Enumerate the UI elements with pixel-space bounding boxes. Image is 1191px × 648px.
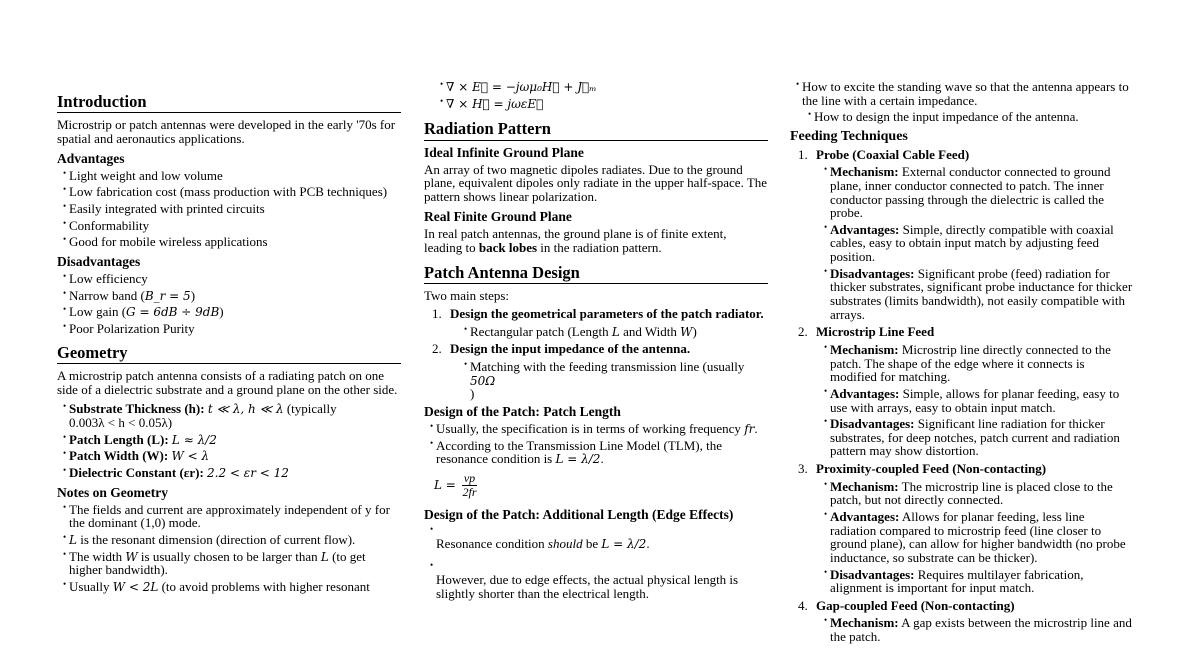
design-step (432, 342, 768, 401)
note-text: (to get higher bandwidth). (69, 548, 366, 578)
real-text-b: in the radiation pattern. (540, 239, 662, 255)
technique-title: Proximity-coupled Feed (Non-contacting) (816, 461, 1047, 477)
list-item (63, 305, 401, 319)
design-steps (424, 307, 768, 401)
narrow-band-text: Narrow band ( (69, 287, 145, 303)
equation-lhs: L = (434, 477, 456, 492)
list-item (430, 422, 768, 436)
list-item (63, 402, 401, 429)
narrow-band-end: ) (190, 287, 196, 303)
list-item (824, 568, 1134, 595)
sub-math: 50Ω (470, 373, 496, 388)
equation-curl-h: ∇ × H⃗ = jωεE⃗ (446, 96, 544, 111)
technique-title: Microstrip Line Feed (816, 324, 935, 340)
sub-math: L (611, 324, 620, 339)
design-step (432, 307, 768, 338)
step-sub-list (432, 360, 768, 401)
technique-title: Probe (Coaxial Cable Feed) (816, 146, 970, 162)
detail-value: Significant probe (feed) radiation for thicker substrates, significant probe inductance for thicker substrates (limits bandwidth), not easily compatible with arrays. (830, 265, 1133, 322)
list-item (63, 533, 401, 547)
real-text-a: In real patch antennas, the ground plane is of finite extent, leading to (424, 225, 727, 255)
column-2 (424, 80, 768, 606)
technique-number: 1. (798, 146, 808, 162)
substrate-rest: (typically (286, 401, 337, 417)
note-text: Usually (69, 578, 110, 594)
substrate-math: t ≪ λ, h ≪ λ (207, 402, 284, 417)
design-intro: Two main steps: (424, 288, 510, 304)
list-item (63, 550, 401, 577)
column-3 (790, 80, 1134, 648)
detail-value: Microstrip line directly connected to the patch. The shape of the edge where it connects is modified for matching. (830, 341, 1111, 385)
detail-key: Advantages: (830, 508, 900, 524)
list-item (63, 580, 401, 594)
edge-list (424, 525, 768, 600)
sub-text: Rectangular patch (Length (470, 323, 609, 339)
real-heading: Real Finite Ground Plane (424, 208, 572, 224)
list-item: • The fields and current are approximately independent of y for the dominant (1,0) mode. (63, 503, 401, 530)
detail-key: Disadvantages: (830, 416, 915, 432)
technique-details (798, 343, 1134, 458)
geometry-text: A microstrip patch antenna consists of a radiating patch on one side of a dielectric substrate and a ground plane on the other side. (57, 368, 398, 397)
geometry-heading: Geometry (57, 344, 401, 364)
note-math: L (320, 549, 329, 564)
detail-value: Requires multilayer fabrication, alignment is important for input match. (830, 566, 1084, 596)
sub-math: W (680, 324, 693, 339)
column-1 (57, 80, 401, 600)
real-text (424, 227, 768, 254)
technique-number: 2. (798, 324, 808, 340)
technique-number: 4. (798, 597, 808, 613)
fraction-denominator: 2fr (462, 484, 477, 499)
length-equation (434, 472, 768, 498)
detail-value: Significant line radiation for thicker substrates, for deep notches, patch current and radiation pattern may show distortion. (830, 416, 1120, 459)
geometry-list (57, 402, 401, 479)
equation-curl-e: ∇ × E⃗ = −jωμ₀H⃗ + J⃗ₘ (446, 80, 597, 94)
step-title: Design the input impedance of the antenna. (450, 341, 691, 357)
detail-key: Mechanism: (830, 615, 899, 631)
ideal-text: An array of two magnetic dipoles radiates. Due to the ground plane, equivalent dipoles only radiate in the upper half-space. The pattern shows linear polarization. (424, 161, 768, 205)
detail-value: External conductor connected to ground plane, inner conductor connected to patch. The inner conductor passing through the dielectric is called the probe. (830, 164, 1111, 221)
list-item (430, 525, 768, 551)
list-item (63, 433, 401, 447)
length-text: . (754, 421, 758, 437)
design-heading: Patch Antenna Design (424, 264, 768, 284)
step-number: 2. (432, 341, 442, 357)
edge-text: . (646, 536, 650, 552)
sub-text: ) (692, 323, 697, 339)
list-item (824, 343, 1134, 384)
technique-title: Gap-coupled Feed (Non-contacting) (816, 597, 1015, 613)
list-item (464, 360, 768, 401)
list-item (824, 417, 1134, 458)
technique-number: 3. (798, 461, 808, 477)
detail-key: Advantages: (830, 221, 900, 237)
back-lobes: back lobes (478, 239, 538, 255)
feeding-heading: Feeding Techniques (790, 128, 908, 144)
list-item (824, 267, 1134, 322)
technique-details (798, 480, 1134, 595)
fraction (462, 472, 477, 498)
note-text: is the resonant dimension (direction of current flow). (80, 531, 356, 547)
list-item (824, 480, 1134, 507)
detail-key: Disadvantages: (830, 566, 915, 582)
detail-value: The microstrip line is placed close to the patch, but not directly connected. (830, 478, 1113, 508)
narrow-band-math: B_r = 5 (144, 288, 191, 303)
list-item: • Light weight and low volume (63, 169, 401, 183)
fraction-numerator: vp (463, 471, 476, 486)
list-item (824, 616, 1134, 643)
sub-text: ) (470, 386, 475, 402)
detail-value: Simple, allows for planar feeding, easy to use with arrays, easy to obtain input match. (830, 385, 1120, 415)
list-item: • Good for mobile wireless applications (63, 235, 401, 249)
note-math: L (69, 532, 77, 547)
list-item (430, 561, 768, 600)
disadvantages-list (57, 272, 401, 336)
length-text: Usually, the specification is in terms of working frequency (436, 421, 741, 437)
feeding-technique (798, 325, 1134, 458)
notes-heading: Notes on Geometry (57, 484, 168, 500)
list-item (824, 510, 1134, 565)
technique-details (798, 616, 1134, 643)
feeding-list (790, 148, 1134, 644)
feeding-technique (798, 462, 1134, 595)
feeding-technique (798, 148, 1134, 322)
detail-key: Mechanism: (830, 341, 899, 357)
edge-heading: Design of the Patch: Additional Length (Edge Effects) (424, 507, 734, 523)
list-item: • Low efficiency (63, 272, 401, 286)
edge-text: However, due to edge effects, the actual physical length is slightly shorter than the electrical length. (436, 572, 739, 601)
length-text: . (600, 451, 604, 467)
top-sub-list (790, 110, 1134, 124)
top-list (790, 80, 1134, 107)
list-item (464, 325, 768, 339)
list-item: • Easily integrated with printed circuits (63, 202, 401, 216)
low-gain-math: G = 6dB ÷ 9dB (126, 305, 220, 320)
detail-value: Allows for planar feeding, less line radiation compared to microstrip feed (line closer to ground plane), can allow for higher bandwidth (no probe inductance, so substrate can be thicker). (830, 508, 1126, 565)
detail-key: Disadvantages: (830, 265, 915, 281)
note-math: W < 2L (112, 579, 159, 594)
feeding-technique (798, 599, 1134, 644)
edge-text: be (585, 536, 599, 552)
notes-list (57, 503, 401, 594)
dielectric-label: Dielectric Constant (εr): (69, 464, 204, 480)
edge-text: Resonance condition (436, 536, 545, 552)
length-list (424, 422, 768, 466)
low-gain-end: ) (219, 304, 224, 320)
detail-key: Mechanism: (830, 164, 899, 180)
equation (440, 97, 768, 111)
edge-emphasis: should (547, 536, 583, 552)
patch-width-math: W < λ (171, 449, 210, 464)
disadvantages-heading: Disadvantages (57, 253, 141, 269)
advantages-list (57, 169, 401, 249)
detail-key: Advantages: (830, 385, 900, 401)
patch-width-label: Patch Width (W): (69, 448, 169, 464)
technique-details (798, 165, 1134, 321)
list-item (63, 466, 401, 480)
note-text: is usually chosen to be larger than (140, 548, 318, 564)
length-math: L = λ/2 (555, 452, 601, 467)
list-item (824, 387, 1134, 414)
list-item (824, 165, 1134, 220)
dielectric-math: 2.2 < εr < 12 (207, 465, 289, 480)
radiation-heading: Radiation Pattern (424, 120, 768, 140)
ideal-heading: Ideal Infinite Ground Plane (424, 144, 584, 160)
list-item (63, 289, 401, 303)
equation (440, 80, 768, 94)
list-item: • Low fabrication cost (mass production with PCB techniques) (63, 185, 401, 199)
list-item (63, 449, 401, 463)
maxwell-equations (424, 80, 768, 110)
note-math: W (125, 549, 138, 564)
patch-length-label: Patch Length (L): (69, 431, 169, 447)
step-sub-list (432, 325, 768, 339)
introduction-text: Microstrip or patch antennas were developed in the early '70s for spatial and aeronautics applications. (57, 117, 396, 146)
patch-length-math: L ≈ λ/2 (171, 432, 217, 447)
length-heading: Design of the Patch: Patch Length (424, 403, 621, 419)
step-title: Design the geometrical parameters of the patch radiator. (450, 306, 764, 322)
advantages-heading: Advantages (57, 150, 125, 166)
sub-text: Matching with the feeding transmission line (usually (470, 359, 745, 375)
substrate-range: 0.003λ < h < 0.05λ) (69, 414, 173, 430)
note-text: (to avoid problems with higher resonant (161, 578, 370, 594)
length-text: According to the Transmission Line Model (TLM), the resonance condition is (436, 437, 722, 467)
list-item: • Poor Polarization Purity (63, 322, 401, 336)
edge-math: L = λ/2 (601, 537, 647, 552)
length-math: fr (744, 422, 755, 437)
list-item (824, 223, 1134, 264)
detail-value: Simple, directly compatible with coaxial cables, easy to obtain input match by adjusting feed position. (830, 221, 1114, 265)
introduction-heading: Introduction (57, 93, 401, 113)
list-item (430, 439, 768, 466)
detail-key: Mechanism: (830, 478, 899, 494)
note-text: The width (69, 548, 123, 564)
low-gain-text: Low gain ( (69, 304, 127, 320)
sub-text: and Width (623, 323, 677, 339)
list-item: • How to design the input impedance of the antenna. (808, 110, 1134, 124)
list-item: • How to excite the standing wave so that the antenna appears to the line with a certain impedance. (796, 80, 1134, 107)
substrate-label: Substrate Thickness (h): (69, 401, 205, 417)
detail-value: A gap exists between the microstrip line and the patch. (830, 615, 1132, 645)
list-item: • Conformability (63, 219, 401, 233)
step-number: 1. (432, 306, 442, 322)
